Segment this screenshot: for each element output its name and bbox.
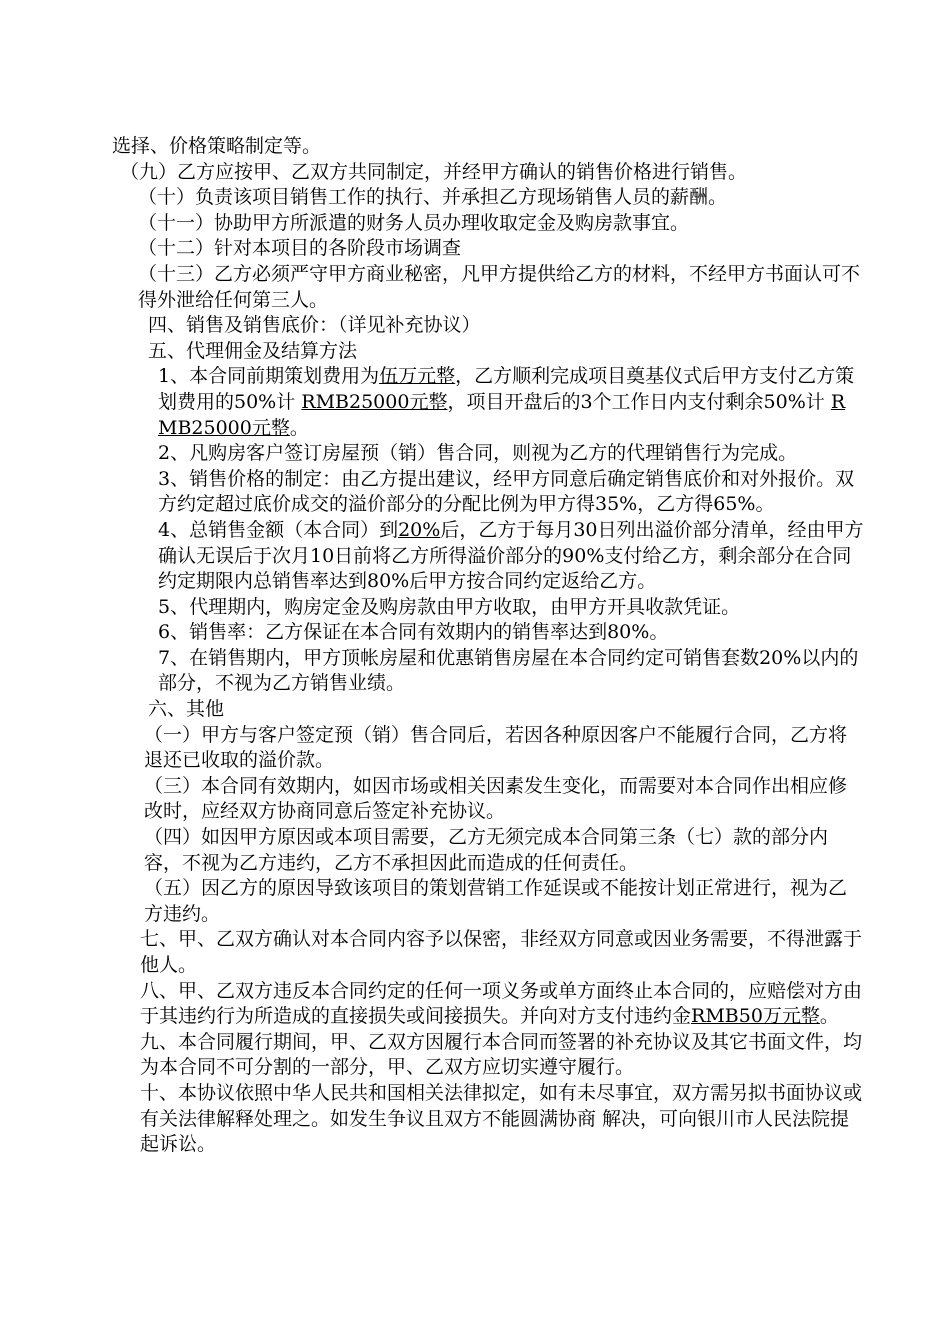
text-segment: ，项目开盘后的3个工作日内支付剩余50%计 bbox=[447, 390, 831, 413]
paragraph-commission-3: 3、销售价格的制定：由乙方提出建议，经甲方同意后确定销售底价和对外报价。双方约定超过底价成交的溢价部分的分配比例为甲方得35%，乙方得65%。 bbox=[158, 467, 855, 516]
paragraph-clause-12: （十二）针对本项目的各阶段市场调查 bbox=[138, 237, 462, 260]
paragraph-other-1: （一）甲方与客户签定预（销）售合同后，若因各种原因客户不能履行合同，乙方将退还已收取的溢价款。 bbox=[144, 723, 848, 772]
text-segment: 。 bbox=[289, 416, 309, 439]
section-5-heading: 五、代理佣金及结算方法 bbox=[148, 339, 358, 362]
paragraph-commission-7: 7、在销售期内，甲方顶帐房屋和优惠销售房屋在本合同约定可销售套数20%以内的部分，不视为乙方销售业绩。 bbox=[158, 646, 859, 695]
paragraph-commission-2: 2、凡购房客户签订房屋预（销）售合同，则视为乙方的代理销售行为完成。 bbox=[158, 442, 798, 465]
section-4-heading: 四、销售及销售底价：（详见补充协议） bbox=[148, 314, 481, 337]
text-segment: 后，乙方于每月30日列出溢价部分清单，经由甲方确认无误后于次月10日前将乙方所得溢价部分的90%支付给乙方，剩余部分在合同约定期限内总销售率达到80%后甲方按合同约定返给乙方。 bbox=[158, 518, 864, 593]
paragraph-clause-11: （十一）协助甲方所派遣的财务人员办理收取定金及购房款事宜。 bbox=[138, 211, 690, 234]
document-body bbox=[112, 134, 864, 1158]
section-6-heading: 六、其他 bbox=[148, 698, 225, 721]
paragraph-commission-1 bbox=[112, 364, 864, 441]
underlined-amount: 伍万元整 bbox=[379, 365, 456, 388]
text-segment: 4、总销售金额（本合同）到 bbox=[158, 518, 399, 541]
paragraph-commission-5: 5、代理期内，购房定金及购房款由甲方收取，由甲方开具收款凭证。 bbox=[158, 595, 741, 618]
paragraph-commission-6: 6、销售率：乙方保证在本合同有效期内的销售率达到80%。 bbox=[158, 621, 669, 644]
paragraph-other-3: （三）本合同有效期内，如因市场或相关因素发生变化，而需要对本合同作出相应修改时，应经双方协商同意后签定补充协议。 bbox=[144, 774, 848, 823]
paragraph-clause-13: （十三）乙方必须严守甲方商业秘密，凡甲方提供给乙方的材料，不经甲方书面认可不得外泄给任何第三人。 bbox=[138, 262, 861, 311]
underlined-amount: RMB25000元整 bbox=[301, 390, 448, 413]
paragraph-clause-9: （九）乙方应按甲、乙双方共同制定，并经甲方确认的销售价格进行销售。 bbox=[120, 160, 748, 183]
text-segment: 。 bbox=[819, 1005, 839, 1028]
underlined-amount: RMB50万元整 bbox=[691, 1005, 820, 1028]
text-segment: ，乙方顺利完成项目奠基仪式后甲方支付乙方策划费用的50%计 bbox=[158, 365, 855, 413]
text-segment: 八、甲、乙双方违反本合同约定的任何一项义务或单方面终止本合同的，应赔偿对方由于其违约行为所造成的直接损失或间接损失。并向对方支付违约金 bbox=[140, 979, 863, 1028]
paragraph-commission-4 bbox=[112, 518, 864, 595]
paragraph-clause-10: （十）负责该项目销售工作的执行、并承担乙方现场销售人员的薪酬。 bbox=[138, 186, 728, 209]
section-8-breach bbox=[112, 979, 864, 1030]
section-10-law: 十、本协议依照中华人民共和国相关法律拟定，如有未尽事宜，双方需另拟书面协议或有关法律解释处理之。如发生争议且双方不能圆满协商 解决，可向银川市人民法院提起诉讼。 bbox=[140, 1081, 863, 1156]
underlined-amount: 20% bbox=[398, 518, 441, 541]
paragraph-other-4: （四）如因甲方原因或本项目需要，乙方无须完成本合同第三条（七）款的部分内容，不视为乙方违约，乙方不承担因此而造成的任何责任。 bbox=[144, 826, 829, 874]
paragraph-other-5: （五）因乙方的原因导致该项目的策划营销工作延误或不能按计划正常进行，视为乙方违约。 bbox=[144, 877, 848, 925]
underlined-amount: RMB25000元整 bbox=[158, 390, 846, 439]
text-segment: 1、本合同前期策划费用为 bbox=[158, 365, 380, 388]
section-9-supplements: 九、本合同履行期间，甲、乙双方因履行本合同而签署的补充协议及其它书面文件，均为本合同不可分割的一部分，甲、乙双方应切实遵守履行。 bbox=[140, 1030, 863, 1079]
section-7-confidentiality: 七、甲、乙双方确认对本合同内容予以保密，非经双方同意或因业务需要，不得泄露于他人。 bbox=[140, 928, 863, 976]
paragraph-selection-pricing: 选择、价格策略制定等。 bbox=[112, 135, 322, 157]
